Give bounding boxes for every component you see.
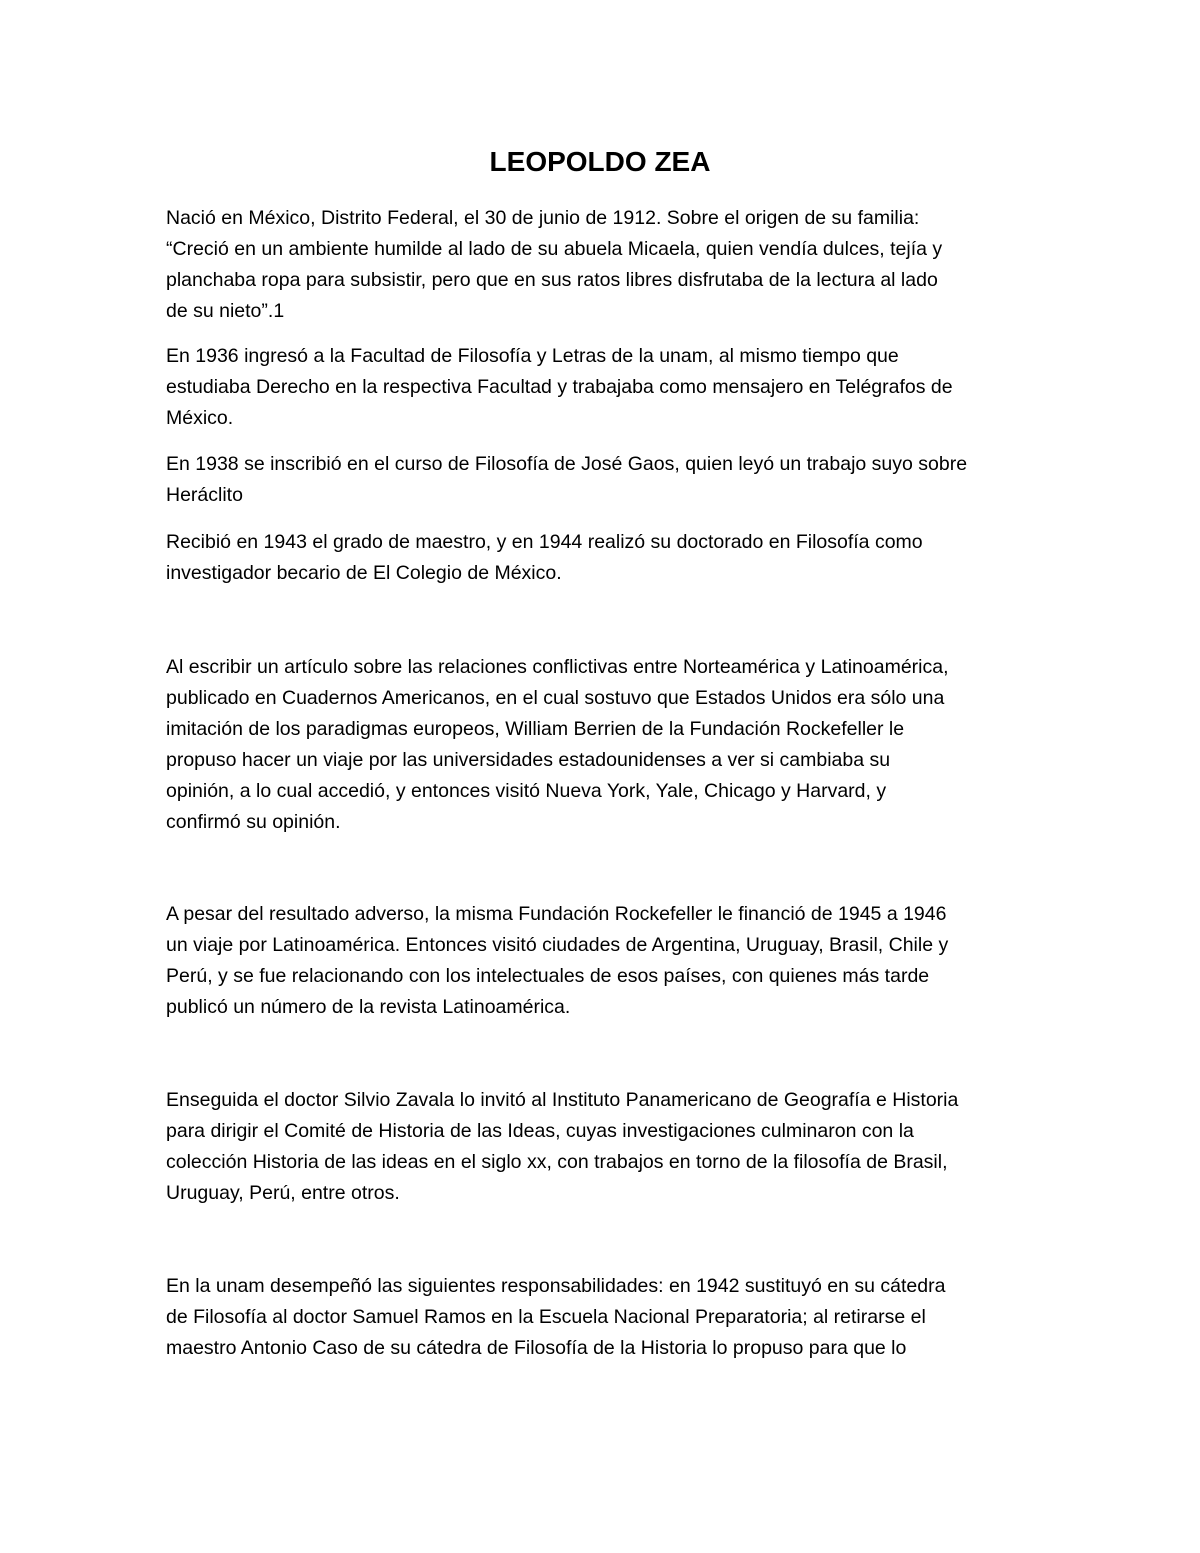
paragraph-unam <box>166 1271 1036 1364</box>
paragraph-line: investigador becario de El Colegio de México. <box>166 562 562 584</box>
paragraph-line: imitación de los paradigmas europeos, William Berrien de la Fundación Rockefeller le <box>166 718 905 740</box>
paragraph-line: Enseguida el doctor Silvio Zavala lo invitó al Instituto Panamericano de Geografía e Historia <box>166 1089 959 1111</box>
paragraph-line: estudiaba Derecho en la respectiva Facultad y trabajaba como mensajero en Telégrafos de <box>166 376 953 398</box>
paragraph-rockefeller <box>166 899 1036 1023</box>
paragraph-line: En 1936 ingresó a la Facultad de Filosofía y Letras de la unam, al mismo tiempo que <box>166 345 899 367</box>
paragraph-line: maestro Antonio Caso de su cátedra de Filosofía de la Historia lo propuso para que lo <box>166 1337 907 1359</box>
paragraph-1943 <box>166 527 1036 589</box>
paragraph-line: Al escribir un artículo sobre las relaciones conflictivas entre Norteamérica y Latinoamérica, <box>166 656 949 678</box>
paragraph-line: Heráclito <box>166 484 243 506</box>
paragraph-articulo <box>166 652 1036 838</box>
paragraph-line: publicó un número de la revista Latinoamérica. <box>166 996 571 1018</box>
document-title: LEOPOLDO ZEA <box>489 146 711 177</box>
paragraph-line: México. <box>166 407 234 429</box>
paragraph-line: A pesar del resultado adverso, la misma Fundación Rockefeller le financió de 1945 a 1946 <box>166 903 947 925</box>
paragraph-birth <box>166 203 1036 327</box>
paragraph-line: Recibió en 1943 el grado de maestro, y en 1944 realizó su doctorado en Filosofía como <box>166 531 923 553</box>
paragraph-line: “Creció en un ambiente humilde al lado de su abuela Micaela, quien vendía dulces, tejía y <box>166 238 943 260</box>
paragraph-line: opinión, a lo cual accedió, y entonces visitó Nueva York, Yale, Chicago y Harvard, y <box>166 780 887 802</box>
paragraph-line: En 1938 se inscribió en el curso de Filosofía de José Gaos, quien leyó un trabajo suyo sobre <box>166 453 968 475</box>
paragraph-line: Perú, y se fue relacionando con los intelectuales de esos países, con quienes más tarde <box>166 965 930 987</box>
paragraph-line: para dirigir el Comité de Historia de las Ideas, cuyas investigaciones culminaron con la <box>166 1120 914 1142</box>
paragraph-line: planchaba ropa para subsistir, pero que en sus ratos libres disfrutaba de la lectura al lado <box>166 269 938 291</box>
paragraph-1936 <box>166 341 1036 434</box>
paragraph-zavala <box>166 1085 1036 1209</box>
paragraph-line: publicado en Cuadernos Americanos, en el cual sostuvo que Estados Unidos era sólo una <box>166 687 945 709</box>
paragraph-line: un viaje por Latinoamérica. Entonces visitó ciudades de Argentina, Uruguay, Brasil, Chile y <box>166 934 949 956</box>
paragraph-line: de Filosofía al doctor Samuel Ramos en la Escuela Nacional Preparatoria; al retirarse el <box>166 1306 926 1328</box>
paragraph-line: confirmó su opinión. <box>166 811 341 833</box>
paragraph-line: de su nieto”.1 <box>166 300 285 322</box>
paragraph-line: Nació en México, Distrito Federal, el 30 de junio de 1912. Sobre el origen de su familia: <box>166 207 920 229</box>
paragraph-line: propuso hacer un viaje por las universidades estadounidenses a ver si cambiaba su <box>166 749 891 771</box>
paragraph-line: En la unam desempeñó las siguientes responsabilidades: en 1942 sustituyó en su cátedra <box>166 1275 946 1297</box>
paragraph-1938 <box>166 449 1036 511</box>
paragraph-line: colección Historia de las ideas en el siglo xx, con trabajos en torno de la filosofía de Brasil, <box>166 1151 948 1173</box>
paragraph-line: Uruguay, Perú, entre otros. <box>166 1182 400 1204</box>
